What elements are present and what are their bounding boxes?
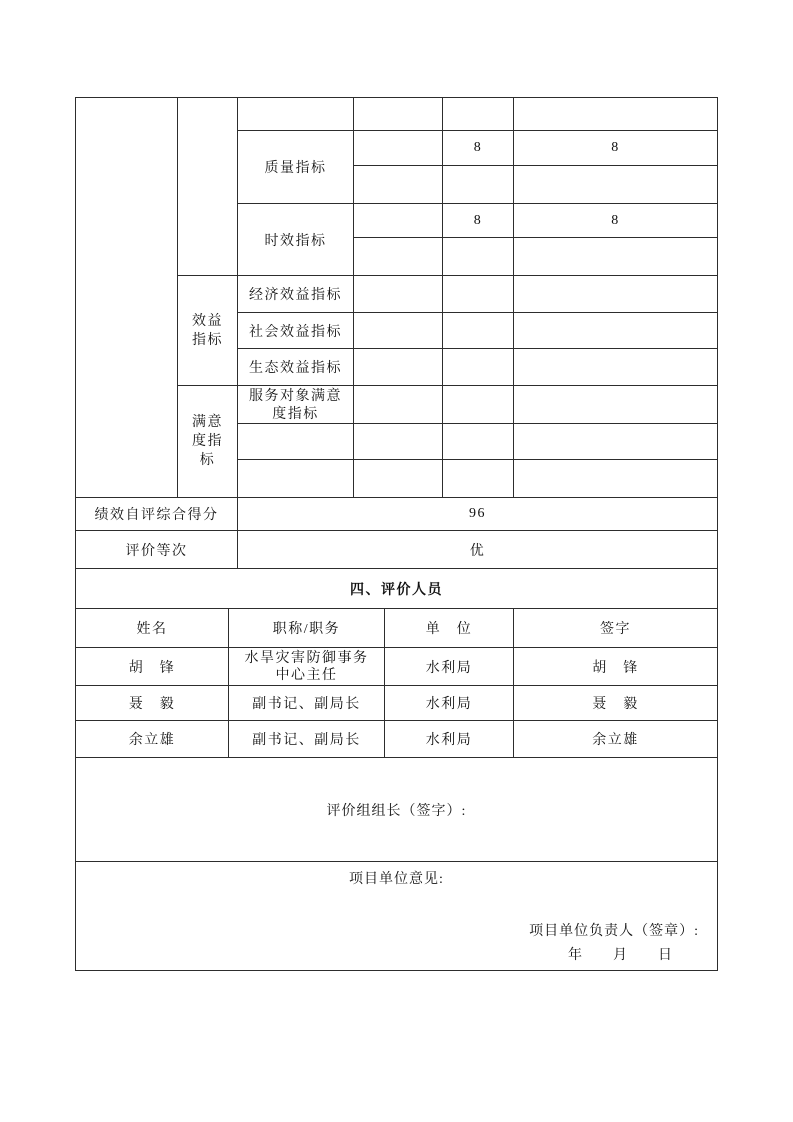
empty-cell bbox=[514, 98, 718, 131]
evaluator-signature: 余立雄 bbox=[514, 721, 718, 758]
empty-cell bbox=[354, 276, 443, 313]
empty-cell bbox=[443, 276, 514, 313]
header-name: 姓名 bbox=[76, 609, 229, 648]
header-signature: 签字 bbox=[514, 609, 718, 648]
section-four-title: 四、评价人员 bbox=[76, 569, 718, 609]
timeliness-indicator-weight: 8 bbox=[443, 204, 514, 238]
empty-cell bbox=[514, 386, 718, 424]
date-line: 年 月 日 bbox=[568, 948, 673, 963]
empty-cell bbox=[443, 238, 514, 276]
economic-benefit-label: 经济效益指标 bbox=[238, 276, 354, 313]
empty-cell bbox=[514, 424, 718, 460]
group-column-empty-cell bbox=[178, 98, 238, 276]
empty-cell bbox=[514, 313, 718, 349]
empty-cell bbox=[354, 386, 443, 424]
empty-cell bbox=[514, 349, 718, 386]
empty-cell bbox=[443, 386, 514, 424]
empty-cell bbox=[354, 204, 443, 238]
empty-cell bbox=[514, 238, 718, 276]
grade-value: 优 bbox=[238, 531, 718, 569]
evaluator-row bbox=[76, 648, 718, 686]
service-satisfaction-label-text: 服务对象满意度指标 bbox=[249, 389, 342, 422]
timeliness-indicator-label: 时效指标 bbox=[238, 204, 354, 276]
evaluator-title: 副书记、副局长 bbox=[229, 721, 385, 758]
grade-label: 评价等次 bbox=[76, 531, 238, 569]
evaluator-row bbox=[76, 721, 718, 758]
evaluator-name: 聂 毅 bbox=[76, 686, 229, 721]
empty-cell bbox=[354, 98, 443, 131]
quality-indicator-weight: 8 bbox=[443, 131, 514, 166]
evaluator-signature: 聂 毅 bbox=[514, 686, 718, 721]
satisfaction-group-label-text: 满意度指标 bbox=[192, 415, 223, 468]
evaluator-title: 副书记、副局长 bbox=[229, 686, 385, 721]
empty-cell bbox=[354, 313, 443, 349]
empty-cell bbox=[514, 276, 718, 313]
evaluator-title-text: 水旱灾害防御事务中心主任 bbox=[244, 650, 369, 683]
empty-cell bbox=[354, 166, 443, 204]
empty-cell bbox=[354, 460, 443, 498]
benefit-group-label-text: 效益指标 bbox=[192, 313, 223, 348]
empty-cell bbox=[443, 424, 514, 460]
empty-cell bbox=[238, 98, 354, 131]
empty-cell bbox=[443, 166, 514, 204]
project-unit-opinion-block bbox=[76, 862, 718, 971]
evaluation-group-leader-block bbox=[76, 758, 718, 862]
empty-cell bbox=[354, 349, 443, 386]
header-title: 职称/职务 bbox=[229, 609, 385, 648]
evaluator-unit: 水利局 bbox=[385, 721, 514, 758]
empty-cell bbox=[514, 166, 718, 204]
benefit-group-label bbox=[178, 276, 238, 386]
empty-cell bbox=[354, 424, 443, 460]
left-spanner-cell bbox=[76, 98, 178, 498]
evaluator-name: 余立雄 bbox=[76, 721, 229, 758]
service-satisfaction-label bbox=[238, 386, 354, 424]
quality-indicator-score: 8 bbox=[514, 131, 718, 166]
header-unit: 单 位 bbox=[385, 609, 514, 648]
evaluator-row bbox=[76, 686, 718, 721]
evaluator-unit: 水利局 bbox=[385, 686, 514, 721]
evaluator-signature: 胡 锋 bbox=[514, 648, 718, 686]
empty-cell bbox=[443, 349, 514, 386]
empty-cell bbox=[238, 460, 354, 498]
empty-cell bbox=[443, 313, 514, 349]
project-unit-opinion-label: 项目单位意见: bbox=[349, 872, 444, 887]
empty-cell bbox=[354, 131, 443, 166]
empty-cell bbox=[443, 460, 514, 498]
self-eval-score-label: 绩效自评综合得分 bbox=[76, 498, 238, 531]
project-unit-head-label: 项目单位负责人（签章）: bbox=[529, 924, 699, 939]
evaluator-title bbox=[229, 648, 385, 686]
evaluation-form-table bbox=[75, 97, 718, 971]
empty-cell bbox=[354, 238, 443, 276]
empty-cell bbox=[238, 424, 354, 460]
satisfaction-group-label bbox=[178, 386, 238, 498]
evaluator-unit: 水利局 bbox=[385, 648, 514, 686]
timeliness-indicator-score: 8 bbox=[514, 204, 718, 238]
social-benefit-label: 社会效益指标 bbox=[238, 313, 354, 349]
evaluator-name: 胡 锋 bbox=[76, 648, 229, 686]
quality-indicator-label: 质量指标 bbox=[238, 131, 354, 204]
empty-cell bbox=[443, 98, 514, 131]
evaluation-group-leader-label: 评价组组长（签字）: bbox=[326, 803, 467, 819]
empty-cell bbox=[514, 460, 718, 498]
ecological-benefit-label: 生态效益指标 bbox=[238, 349, 354, 386]
self-eval-score-value: 96 bbox=[238, 498, 718, 531]
